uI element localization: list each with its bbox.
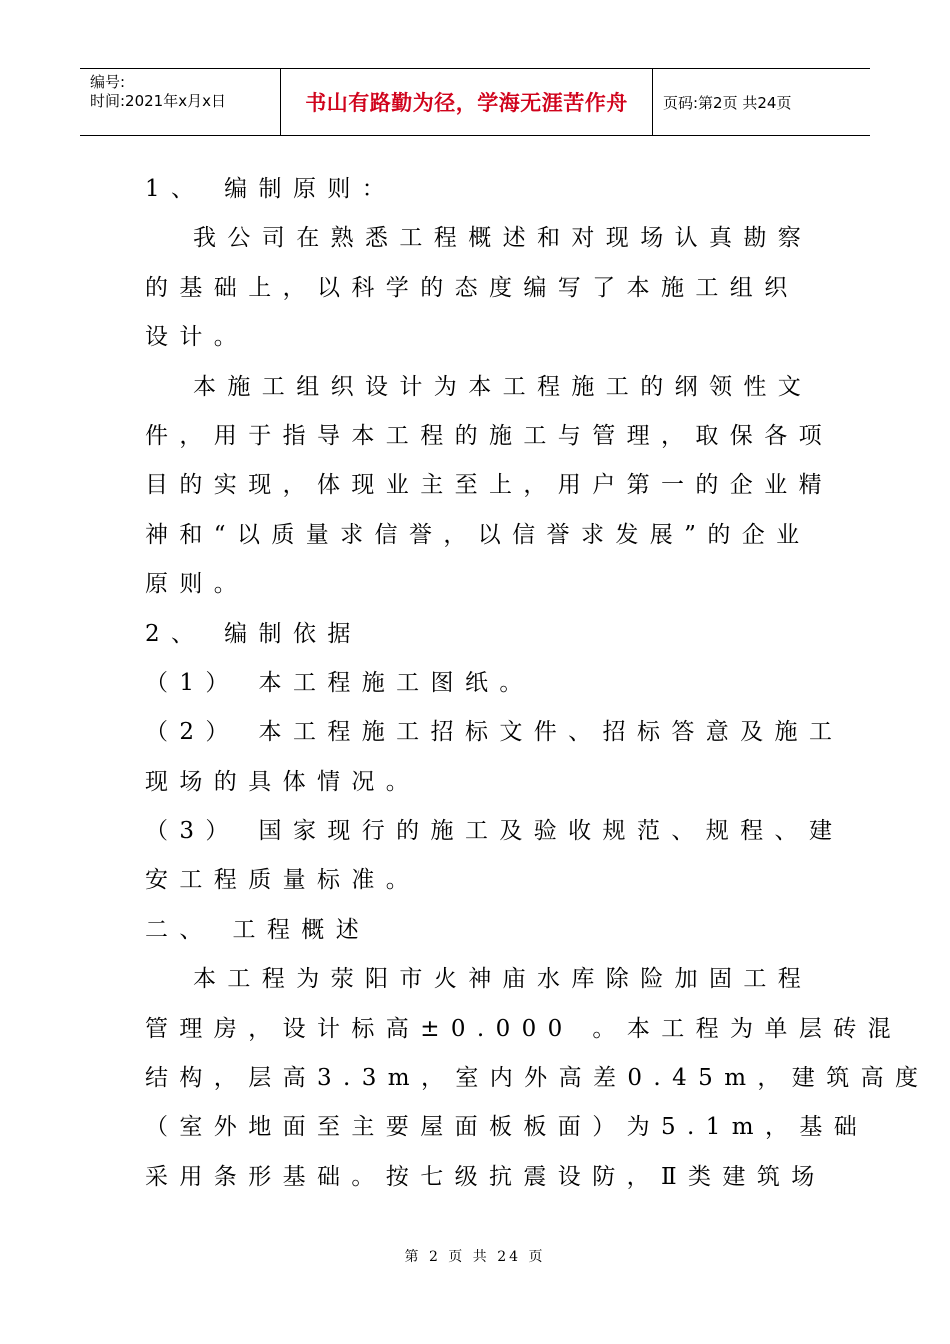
list-item: （2） 本工程施工招标文件、招标答意及施工 bbox=[145, 719, 844, 746]
paragraph-line: 本工程为荥阳市火神庙水库除险加固工程 bbox=[193, 966, 813, 993]
document-body bbox=[145, 165, 930, 1202]
section-heading-overview: 二、 工程概述 bbox=[145, 916, 371, 943]
document-number-label: 编号: bbox=[90, 73, 126, 91]
paragraph-line: 我公司在熟悉工程概述和对现场认真勘察 bbox=[193, 225, 813, 252]
list-item-continuation: 安工程质量标准。 bbox=[145, 867, 421, 894]
header-page-info: 页码:第2页 共24页 bbox=[663, 93, 792, 112]
list-item: （3） 国家现行的施工及验收规范、规程、建 bbox=[145, 818, 844, 845]
header-right-cell bbox=[653, 69, 870, 135]
paragraph-line: 目的实现，体现业主至上，用户第一的企业精 bbox=[145, 472, 833, 499]
paragraph-line: （室外地面至主要屋面板板面）为5.1m，基础 bbox=[145, 1114, 869, 1141]
header-left-cell bbox=[80, 69, 281, 135]
page-footer: 第 2 页 共 24 页 bbox=[404, 1249, 546, 1265]
paragraph-line: 件，用于指导本工程的施工与管理，取保各项 bbox=[145, 422, 833, 449]
paragraph-line: 神和“以质量求信誉，以信誉求发展”的企业 bbox=[145, 521, 811, 548]
paragraph-line: 原则。 bbox=[145, 571, 249, 598]
list-item-continuation: 现场的具体情况。 bbox=[145, 768, 421, 795]
paragraph-line: 设计。 bbox=[145, 324, 249, 351]
section-heading-basis: 2、 编制依据 bbox=[145, 620, 362, 647]
document-time: 时间:2021年x月x日 bbox=[90, 92, 226, 110]
paragraph-line: 采用条形基础。按七级抗震设防，Ⅱ类建筑场 bbox=[145, 1163, 826, 1190]
paragraph-line: 的基础上，以科学的态度编写了本施工组织 bbox=[145, 274, 799, 301]
paragraph-line: 结构，层高3.3m，室内外高差0.45m，建筑高度 bbox=[145, 1065, 930, 1092]
header-middle-cell bbox=[281, 69, 653, 135]
paragraph-line: 本施工组织设计为本工程施工的纲领性文 bbox=[193, 373, 813, 400]
header-motto: 书山有路勤为径，学海无涯苦作舟 bbox=[305, 91, 628, 115]
page-header bbox=[80, 68, 870, 136]
paragraph-line: 管理房，设计标高±0.000 。本工程为单层砖混 bbox=[145, 1015, 903, 1042]
section-heading-principles: 1、 编制原则： bbox=[145, 176, 397, 202]
list-item: （1） 本工程施工图纸。 bbox=[145, 669, 534, 696]
